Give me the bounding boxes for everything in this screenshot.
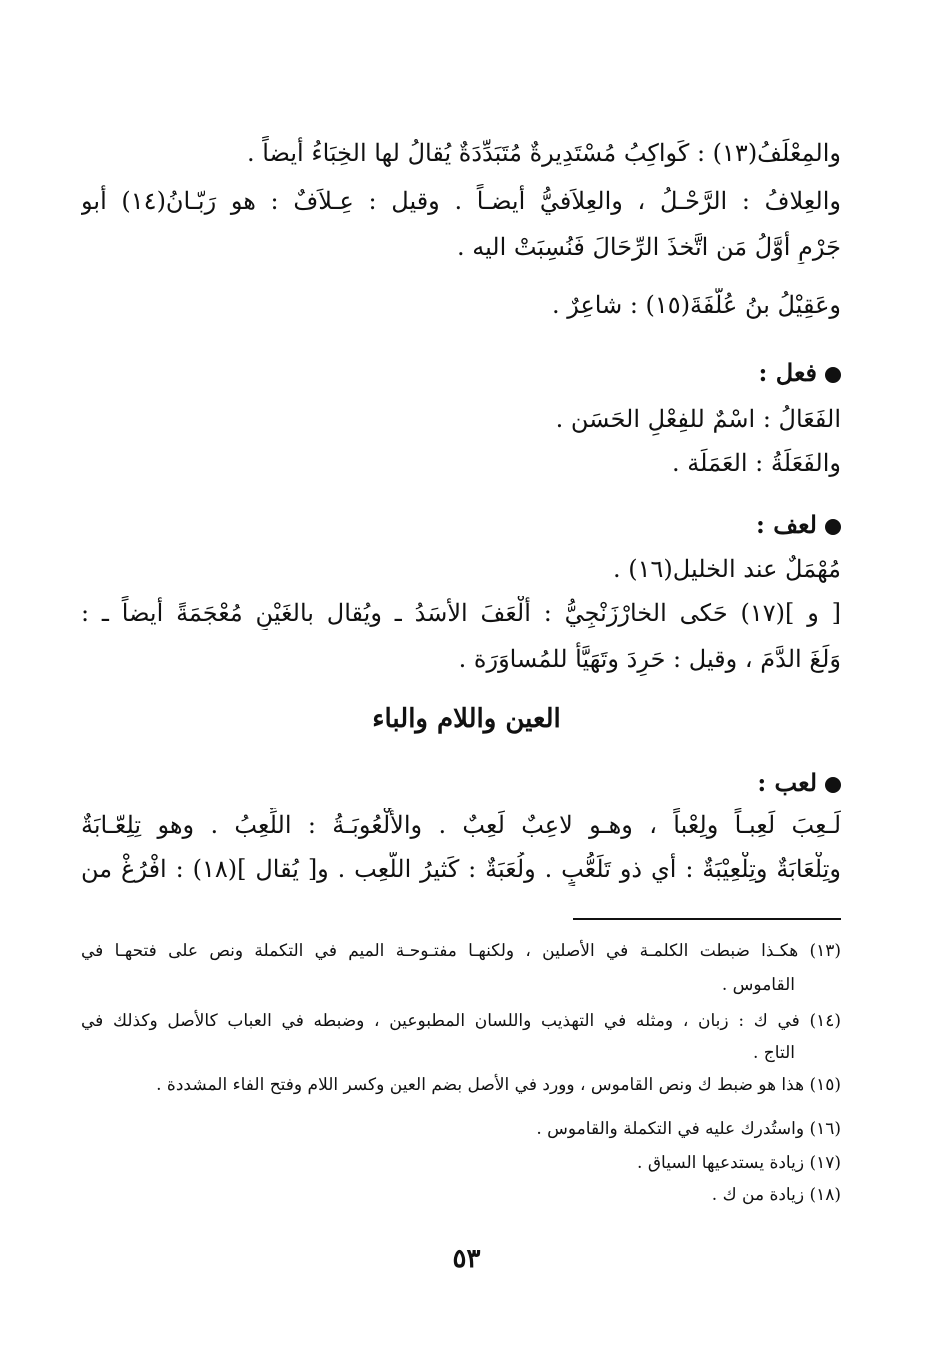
bullet-icon	[825, 367, 841, 383]
text-line: والفَعَلَةُ : العَمَلَة .	[672, 449, 841, 477]
footnote: القاموس .	[721, 975, 795, 995]
entry-heading-lf	[81, 508, 841, 542]
footnote: (١٣) هكـذا ضبطت الكلمـة في الأصلين ، ولكنهـا مفتـوحـة الميم في التكملة ونص على فتحهـا في	[81, 941, 841, 961]
section-title: العين واللام والباء	[372, 704, 561, 734]
entry-heading-label: لعب :	[757, 768, 817, 797]
bullet-icon	[825, 519, 841, 535]
page-number: ٥٣	[452, 1244, 481, 1274]
footnote: التاج .	[753, 1043, 795, 1063]
text-line: جَرْمٍ أوَّلُ مَن اتَّخذَ الرِّحَالَ فَنُسِبَتْ اليه .	[456, 233, 841, 261]
bullet-icon	[825, 777, 841, 793]
text-line: وَلَغَ الدَّمَ ، وقيل : حَرِدَ وتَهَيَّأ للمُساوَرَة .	[458, 645, 841, 673]
footnote-divider	[573, 918, 841, 920]
text-line: وعَقِيْلُ بنُ عُلَّفَةَ(١٥) : شاعِرٌ .	[551, 291, 841, 319]
footnote: (١٤) في ك : زبان ، ومثله في التهذيب واللسان المطبوعين ، وضبطه في العباب كالأصل وكذلك في	[81, 1011, 841, 1031]
text-line: [ و ](١٧) حَكى الخارْزَنْجِيُّ : ألْعَفَ الأسَدُ ـ ويُقال بالغَيْنِ مُعْجَمَةً أيضاً ـ :	[81, 599, 841, 627]
footnote: (١٥) هذا هو ضبط ك ونص القاموس ، وورد في الأصل بضم العين وكسر اللام وفتح الفاء المشددة .	[156, 1075, 841, 1095]
entry-heading-label: لعف :	[756, 510, 817, 539]
entry-heading-label: فعل :	[758, 358, 817, 387]
text-line: لَـعِبَ لَعِبـاً ولِعْباً ، وهـو لاعِبٌ لَعِبٌ . والأُلْعُوبَـةُ : اللِّعِبُ . وهو تِلِعّـابَةٌ	[81, 811, 841, 839]
entry-heading-fl	[81, 356, 841, 390]
entry-heading-lb	[81, 766, 841, 800]
text-line: والمِعْلَفُ(١٣) : كَواكِبُ مُسْتَدِيرةٌ مُتَبَدِّدَةٌ يُقالُ لها الخِبَاءُ أيضاً .	[246, 139, 841, 167]
footnote: (١٨) زيادة من ك .	[711, 1185, 841, 1205]
footnote: (١٧) زيادة يستدعيها السياق .	[637, 1153, 841, 1173]
text-line: والعِلافُ : الرَّحْـلُ ، والعِلاَفيُّ أيضـاً . وقيل : عِـلاَفٌ : هو رَبّـانُ(١٤) أبو	[81, 187, 841, 215]
footnote: (١٦) واستُدرك عليه في التكملة والقاموس .	[536, 1119, 841, 1139]
text-line: الفَعَالُ : اسْمٌ للفِعْلِ الحَسَن .	[555, 405, 841, 433]
text-line: وتِلْعَابَةٌ وتِلْعِيْبَةٌ : أي ذو تَلَعُّبٍ . ولُعَبَةٌ : كَثيرُ اللَّعِب . و[ يُقال ](١٨) : افْرُغْ من	[81, 855, 841, 883]
text-line: مُهْمَلٌ عند الخليل(١٦) .	[613, 555, 841, 583]
